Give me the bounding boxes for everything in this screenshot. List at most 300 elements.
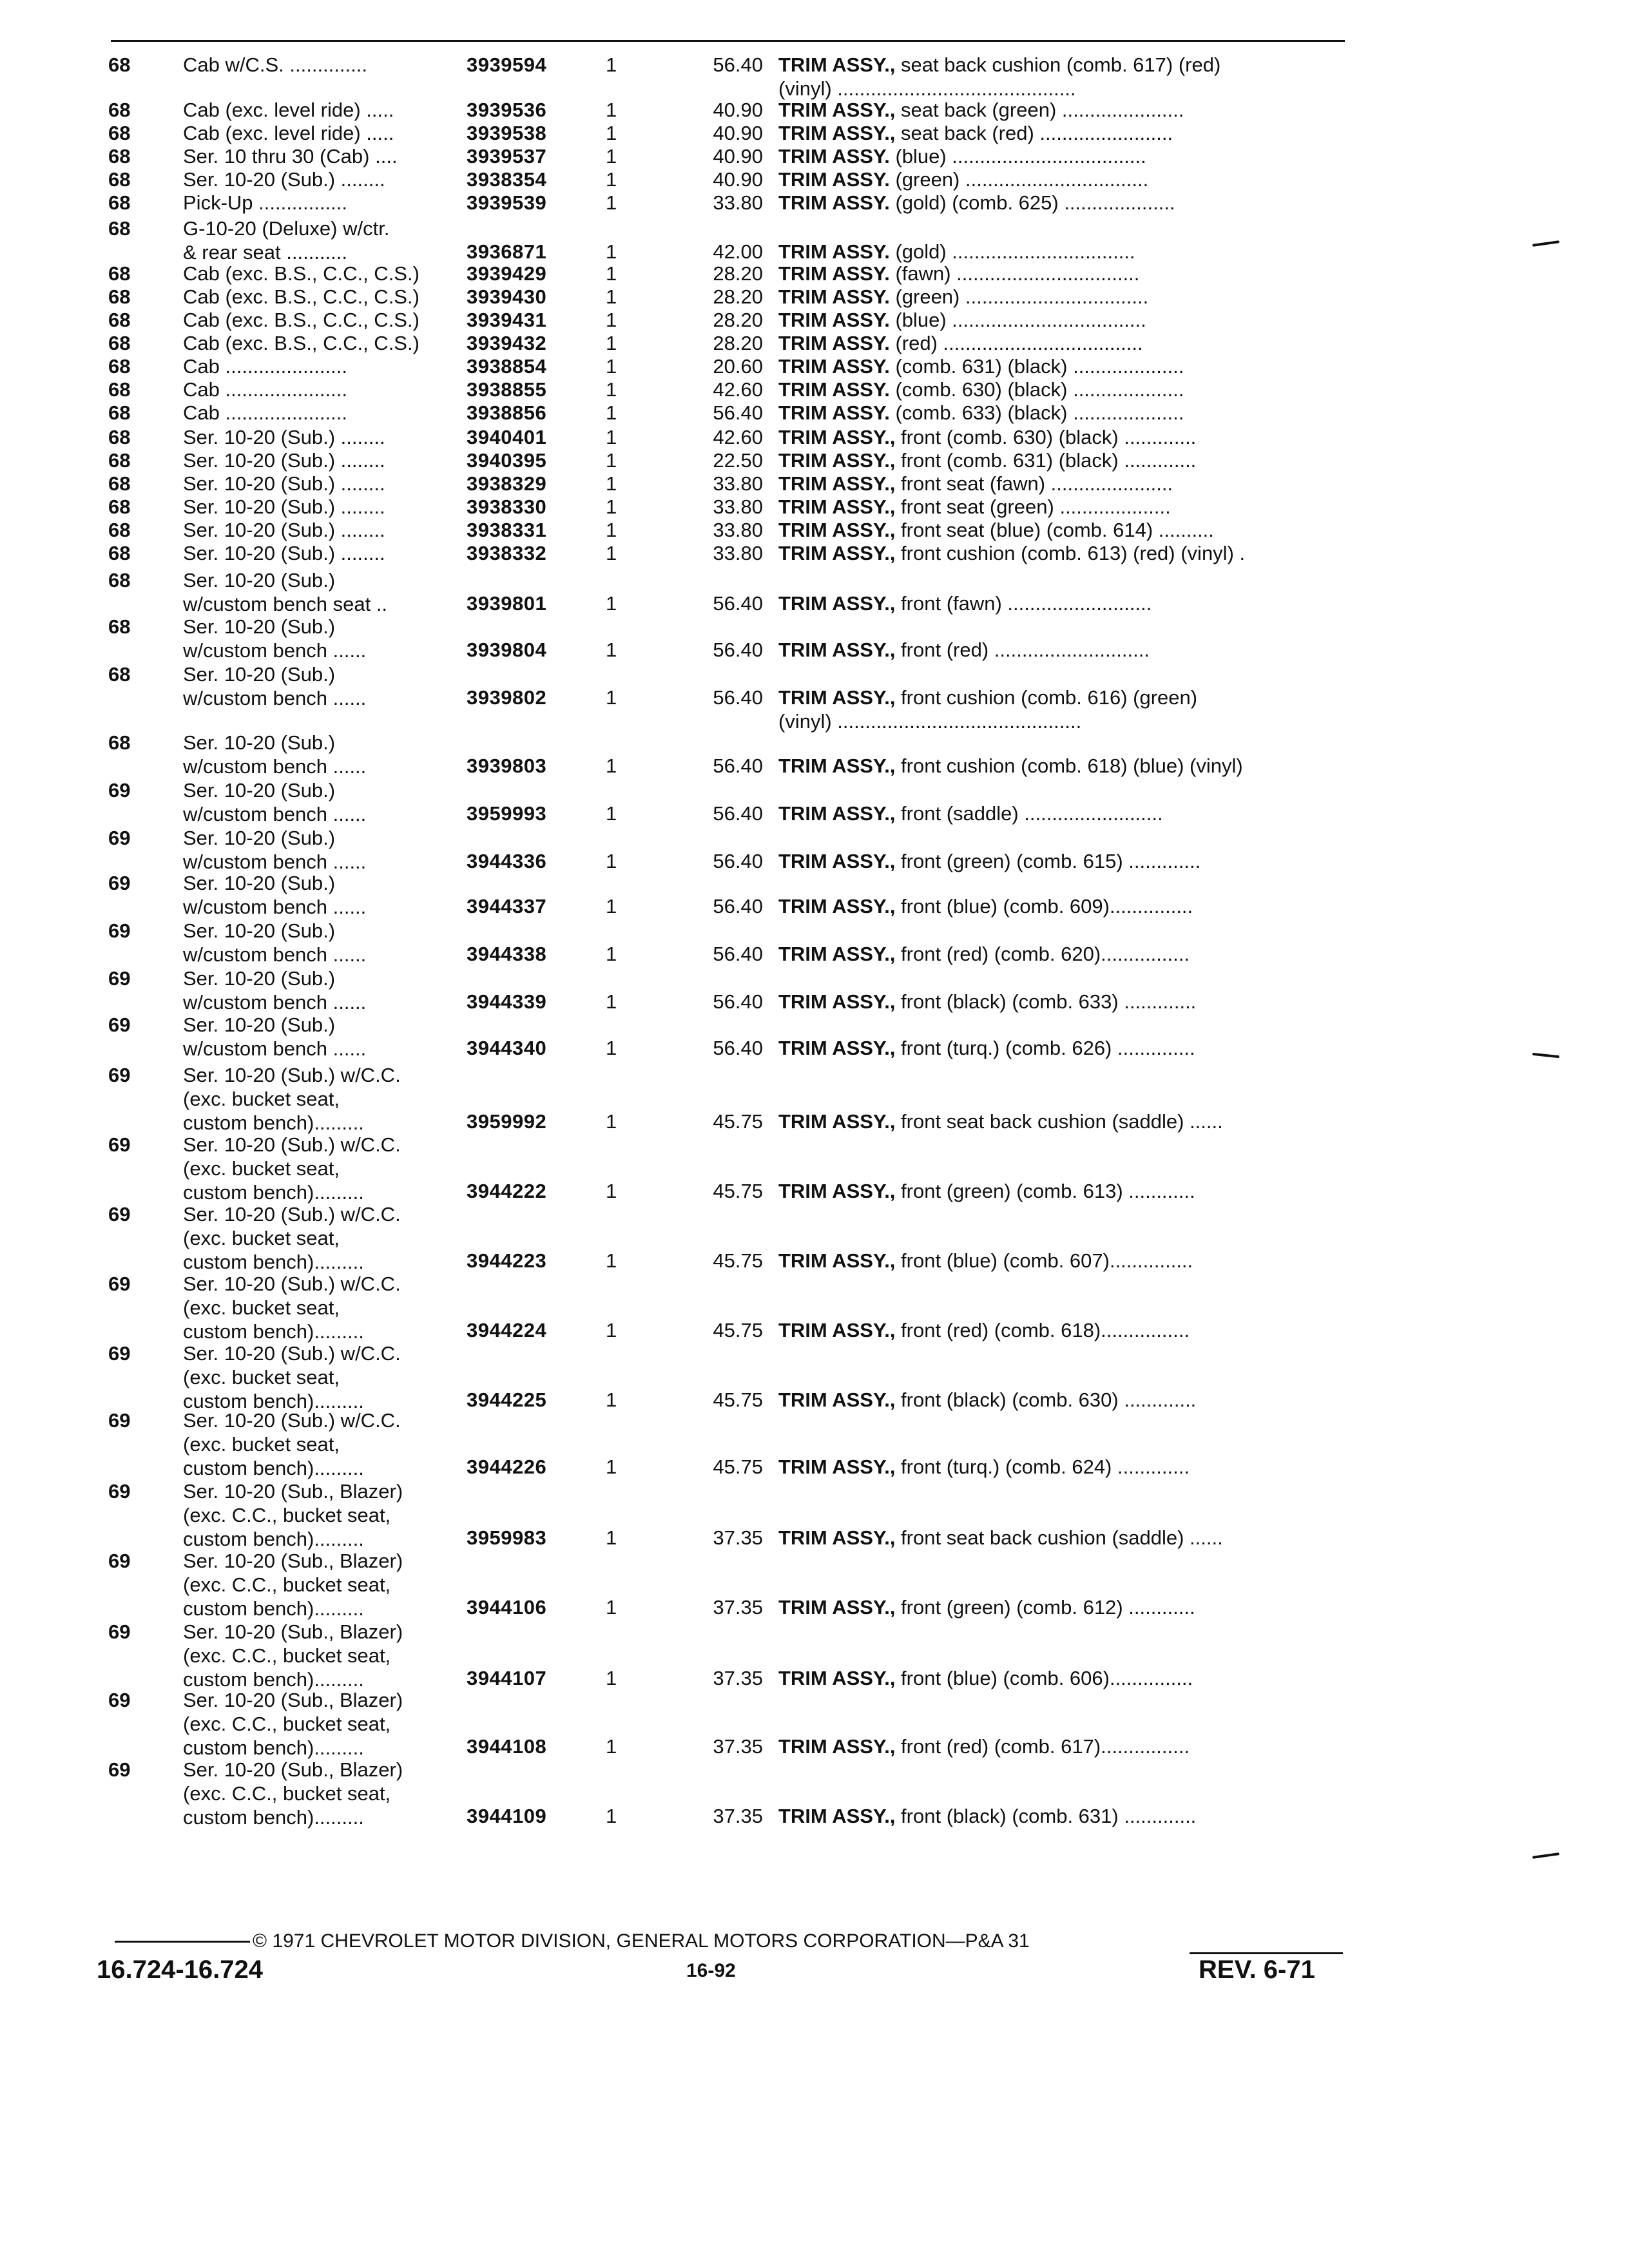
item-detail: seat back cushion (comb. 617) (red): [895, 53, 1221, 76]
description-line: [778, 262, 1345, 285]
application-line: Ser. 10-20 (Sub.): [183, 779, 336, 802]
application-line: Ser. 10 thru 30 (Cab) ....: [183, 145, 398, 168]
item-name: TRIM ASSY.,: [778, 1667, 896, 1689]
footer-rule-right: [1190, 1952, 1343, 1954]
item-name: TRIM ASSY.: [778, 240, 890, 263]
description-line: [778, 1179, 1345, 1203]
application-line: Ser. 10-20 (Sub., Blazer): [183, 1550, 403, 1572]
item-name: TRIM ASSY.,: [778, 1389, 896, 1411]
price: 56.40: [713, 754, 763, 777]
model-year: 68: [108, 495, 131, 518]
description-line: [778, 1036, 1345, 1060]
description-line: [778, 754, 1345, 778]
price: 28.20: [713, 285, 763, 308]
application: [183, 1758, 460, 1854]
application-line: Cab (exc. level ride) .....: [183, 122, 394, 144]
part-number: 3939538: [467, 122, 547, 144]
application-line: Ser. 10-20 (Sub.): [183, 615, 336, 638]
part-number: 3938856: [467, 401, 547, 424]
model-year: 68: [108, 53, 131, 76]
quantity: 1: [606, 592, 617, 615]
item-name: TRIM ASSY.: [778, 168, 890, 191]
model-year: 68: [108, 145, 131, 168]
application-line: Ser. 10-20 (Sub.): [183, 872, 336, 894]
model-year: 69: [108, 1064, 131, 1086]
application-line: Ser. 10-20 (Sub.): [183, 663, 336, 686]
application-line: Ser. 10-20 (Sub.) ........: [183, 472, 385, 495]
item-detail: (fawn) .................................: [889, 262, 1140, 285]
application-line: Ser. 10-20 (Sub., Blazer): [183, 1689, 403, 1711]
description: [778, 1804, 1345, 1901]
part-number: 3940401: [467, 426, 547, 448]
model-year: 69: [108, 1409, 131, 1432]
application-line: Ser. 10-20 (Sub.) ........: [183, 519, 385, 541]
quantity: 1: [606, 1596, 617, 1619]
model-year: 68: [108, 401, 131, 424]
application-line: (exc. bucket seat,: [183, 1366, 340, 1389]
item-detail: front (green) (comb. 615) .............: [895, 850, 1201, 872]
price: 33.80: [713, 519, 763, 541]
quantity: 1: [606, 495, 617, 518]
item-detail: front seat (fawn) ......................: [895, 472, 1173, 495]
item-name: TRIM ASSY.,: [778, 1037, 896, 1059]
application-line: (exc. bucket seat,: [183, 1157, 340, 1180]
quantity: 1: [606, 686, 617, 709]
quantity: 1: [606, 850, 617, 872]
application-line: (exc. C.C., bucket seat,: [183, 1713, 391, 1735]
part-number: 3936871: [467, 240, 547, 263]
item-name: TRIM ASSY.,: [778, 1249, 896, 1272]
item-name: TRIM ASSY.,: [778, 542, 896, 564]
part-number: 3939430: [467, 285, 547, 308]
part-number: 3939429: [467, 262, 547, 285]
description-line: [778, 448, 1345, 472]
quantity: 1: [606, 1249, 617, 1272]
item-name: TRIM ASSY.: [778, 191, 890, 214]
item-detail: (green) .................................: [889, 285, 1149, 308]
price: 28.20: [713, 309, 763, 331]
model-year: 68: [108, 191, 131, 214]
quantity: 1: [606, 1110, 617, 1133]
item-name: TRIM ASSY.,: [778, 1735, 896, 1758]
application-line: Pick-Up ................: [183, 191, 347, 214]
application-line: Cab (exc. B.S., C.C., C.S.): [183, 332, 419, 354]
quantity: 1: [606, 285, 617, 308]
revision-label: REV. 6-71: [1199, 1956, 1315, 1984]
application-line: w/custom bench ......: [183, 639, 367, 662]
description-line: [778, 472, 1345, 495]
model-year: 69: [108, 1689, 131, 1711]
price: 33.80: [713, 472, 763, 495]
price: 56.40: [713, 53, 763, 76]
application-line: Ser. 10-20 (Sub.) w/C.C.: [183, 1064, 401, 1086]
application-line: Cab ......................: [183, 378, 347, 401]
application-line: custom bench).........: [183, 1597, 364, 1620]
description-line: [778, 1526, 1345, 1550]
description-line: [778, 849, 1345, 873]
item-name: TRIM ASSY.,: [778, 990, 896, 1013]
description-line: [778, 168, 1345, 191]
item-name: TRIM ASSY.,: [778, 519, 896, 541]
quantity: 1: [606, 1037, 617, 1059]
part-number: 3938854: [467, 355, 547, 378]
application-line: custom bench).........: [183, 1111, 364, 1134]
application-line: (exc. bucket seat,: [183, 1227, 340, 1249]
item-name: TRIM ASSY.,: [778, 686, 896, 709]
application-line: custom bench).........: [183, 1457, 364, 1479]
model-year: 69: [108, 919, 131, 942]
application-line: w/custom bench ......: [183, 1037, 367, 1060]
description-line: [778, 401, 1345, 425]
model-year: 68: [108, 663, 131, 686]
price: 22.50: [713, 449, 763, 472]
description-line: [778, 121, 1345, 145]
price: 45.75: [713, 1456, 763, 1478]
quantity: 1: [606, 519, 617, 541]
model-year: 68: [108, 615, 131, 638]
model-year: 69: [108, 1480, 131, 1503]
description-line: [778, 285, 1345, 309]
quantity: 1: [606, 262, 617, 285]
part-number: 3959992: [467, 1110, 547, 1133]
description-line: (vinyl) ...........................................: [778, 77, 1076, 100]
part-number: 3939804: [467, 639, 547, 661]
part-number: 3938329: [467, 472, 547, 495]
application-line: w/custom bench ......: [183, 687, 367, 709]
application-line: custom bench).........: [183, 1736, 364, 1759]
item-detail: front (blue) (comb. 609)...............: [895, 895, 1193, 918]
item-detail: (blue) ...................................: [889, 145, 1146, 168]
section-code: 16.724-16.724: [97, 1956, 264, 1984]
application-line: Cab (exc. B.S., C.C., C.S.): [183, 285, 419, 308]
quantity: 1: [606, 754, 617, 777]
item-name: TRIM ASSY.,: [778, 99, 896, 121]
item-detail: (gold) .................................: [889, 240, 1135, 263]
description-line: [778, 308, 1345, 332]
model-year: 69: [108, 1758, 131, 1781]
item-detail: front (black) (comb. 631) .............: [895, 1805, 1197, 1827]
quantity: 1: [606, 1805, 617, 1827]
model-year: 68: [108, 168, 131, 191]
description-line: [778, 541, 1345, 565]
item-detail: front (saddle) .........................: [895, 802, 1163, 825]
model-year: 68: [108, 731, 131, 754]
item-detail: front (green) (comb. 613) ............: [895, 1180, 1195, 1202]
item-detail: (comb. 631) (black) ....................: [889, 355, 1184, 378]
description-line: [778, 1735, 1345, 1758]
part-number: 3939539: [467, 191, 547, 214]
quantity: 1: [606, 122, 617, 144]
price: 37.35: [713, 1526, 763, 1549]
application-line: Ser. 10-20 (Sub.) ........: [183, 449, 385, 472]
quantity: 1: [606, 99, 617, 121]
price: 28.20: [713, 262, 763, 285]
item-name: TRIM ASSY.,: [778, 754, 896, 777]
application-line: custom bench).........: [183, 1320, 364, 1343]
part-number: 3944339: [467, 990, 547, 1013]
price: 40.90: [713, 99, 763, 121]
price: 56.40: [713, 686, 763, 709]
description-line: [778, 495, 1345, 519]
item-name: TRIM ASSY.: [778, 332, 890, 354]
price: 45.75: [713, 1110, 763, 1133]
application-line: (exc. C.C., bucket seat,: [183, 1782, 391, 1805]
part-number: 3940395: [467, 449, 547, 472]
item-name: TRIM ASSY.,: [778, 495, 896, 518]
price: 56.40: [713, 850, 763, 872]
price: 40.90: [713, 145, 763, 168]
price: 56.40: [713, 943, 763, 965]
description-line: [778, 686, 1345, 709]
application-line: Cab (exc. B.S., C.C., C.S.): [183, 262, 419, 285]
application-line: Ser. 10-20 (Sub., Blazer): [183, 1620, 403, 1643]
item-detail: front (comb. 630) (black) .............: [895, 426, 1197, 448]
description-line: [778, 1804, 1345, 1828]
item-detail: front (comb. 631) (black) .............: [895, 449, 1197, 472]
price: 56.40: [713, 802, 763, 825]
application-line: G-10-20 (Deluxe) w/ctr.: [183, 217, 390, 240]
description-line: [778, 354, 1345, 378]
application-line: Ser. 10-20 (Sub.) ........: [183, 426, 385, 448]
quantity: 1: [606, 309, 617, 331]
application-line: Cab ......................: [183, 355, 347, 378]
part-number: 3944340: [467, 1037, 547, 1059]
model-year: 69: [108, 1273, 131, 1295]
application-line: Cab ......................: [183, 401, 347, 424]
item-detail: front (blue) (comb. 607)...............: [895, 1249, 1193, 1272]
description-line: [778, 518, 1345, 542]
application-line: custom bench).........: [183, 1528, 364, 1550]
application-line: Cab w/C.S. ..............: [183, 53, 367, 76]
price: 20.60: [713, 355, 763, 378]
part-number: 3944222: [467, 1180, 547, 1202]
description-line: [778, 1388, 1345, 1412]
application-line: & rear seat ...........: [183, 241, 347, 264]
price: 45.75: [713, 1319, 763, 1341]
application-line: w/custom bench seat ..: [183, 593, 388, 615]
item-name: TRIM ASSY.,: [778, 1526, 896, 1549]
item-detail: (green) .................................: [889, 168, 1149, 191]
model-year: 69: [108, 872, 131, 894]
description-line: [778, 98, 1345, 122]
model-year: 68: [108, 355, 131, 378]
model-year: 68: [108, 542, 131, 564]
page-number: 16-92: [686, 1960, 736, 1981]
application-line: (exc. bucket seat,: [183, 1296, 340, 1319]
item-name: TRIM ASSY.,: [778, 53, 896, 76]
application-line: Ser. 10-20 (Sub.) ........: [183, 542, 385, 564]
application-line: custom bench).........: [183, 1806, 364, 1829]
item-name: TRIM ASSY.: [778, 378, 890, 401]
item-name: TRIM ASSY.,: [778, 1180, 896, 1202]
price: 40.90: [713, 168, 763, 191]
model-year: 68: [108, 449, 131, 472]
description-line: [778, 331, 1345, 355]
part-number: 3939594: [467, 53, 547, 76]
part-number: 3944108: [467, 1735, 547, 1758]
item-detail: (comb. 630) (black) ....................: [889, 378, 1184, 401]
item-name: TRIM ASSY.,: [778, 802, 896, 825]
item-name: TRIM ASSY.,: [778, 1805, 896, 1827]
quantity: 1: [606, 472, 617, 495]
item-name: TRIM ASSY.: [778, 309, 890, 331]
item-detail: front (fawn) ..........................: [895, 592, 1152, 615]
model-year: 68: [108, 262, 131, 285]
item-detail: seat back (green) ......................: [895, 99, 1184, 121]
quantity: 1: [606, 1319, 617, 1341]
quantity: 1: [606, 168, 617, 191]
quantity: 1: [606, 943, 617, 965]
price: 37.35: [713, 1735, 763, 1758]
application-line: Ser. 10-20 (Sub., Blazer): [183, 1480, 403, 1503]
quantity: 1: [606, 332, 617, 354]
item-detail: front (turq.) (comb. 624) .............: [895, 1456, 1190, 1478]
price: 33.80: [713, 191, 763, 214]
price: 45.75: [713, 1389, 763, 1411]
quantity: 1: [606, 990, 617, 1013]
item-detail: front cushion (comb. 616) (green): [895, 686, 1198, 709]
model-year: 68: [108, 217, 131, 240]
application-line: Cab (exc. B.S., C.C., C.S.): [183, 309, 419, 331]
model-year: 69: [108, 1133, 131, 1156]
part-number: 3944336: [467, 850, 547, 872]
application-line: w/custom bench ......: [183, 991, 367, 1014]
price: 45.75: [713, 1180, 763, 1202]
item-detail: front seat back cushion (saddle) ......: [895, 1526, 1223, 1549]
price: 42.60: [713, 378, 763, 401]
item-name: TRIM ASSY.,: [778, 639, 896, 661]
model-year: 68: [108, 519, 131, 541]
item-name: TRIM ASSY.,: [778, 1110, 896, 1133]
item-name: TRIM ASSY.,: [778, 1456, 896, 1478]
item-detail: front cushion (comb. 613) (red) (vinyl) .: [895, 542, 1246, 564]
part-number: 3959983: [467, 1526, 547, 1549]
quantity: 1: [606, 53, 617, 76]
model-year: 68: [108, 472, 131, 495]
description-line: [778, 894, 1345, 918]
quantity: 1: [606, 191, 617, 214]
quantity: 1: [606, 240, 617, 263]
price: 45.75: [713, 1249, 763, 1272]
item-detail: front seat (blue) (comb. 614) ..........: [895, 519, 1214, 541]
part-number: 3944223: [467, 1249, 547, 1272]
application-line: Ser. 10-20 (Sub.) w/C.C.: [183, 1409, 401, 1432]
application-line: Ser. 10-20 (Sub.) w/C.C.: [183, 1273, 401, 1295]
item-detail: front (red) (comb. 617)................: [895, 1735, 1190, 1758]
model-year: 68: [108, 309, 131, 331]
application-line: Ser. 10-20 (Sub.): [183, 731, 336, 754]
price: 37.35: [713, 1667, 763, 1689]
price: 37.35: [713, 1596, 763, 1619]
part-number: 3939536: [467, 99, 547, 121]
item-name: TRIM ASSY.: [778, 262, 890, 285]
copyright-text: © 1971 CHEVROLET MOTOR DIVISION, GENERAL MOTORS CORPORATION—P&A 31: [253, 1930, 1030, 1952]
model-year: 69: [108, 967, 131, 990]
description-line: [778, 1666, 1345, 1690]
item-name: TRIM ASSY.,: [778, 943, 896, 965]
quantity: 1: [606, 401, 617, 424]
quantity: 1: [606, 895, 617, 918]
description-line: [778, 53, 1345, 77]
item-detail: front (black) (comb. 630) .............: [895, 1389, 1197, 1411]
application-line: Ser. 10-20 (Sub.): [183, 569, 336, 591]
application-line: Ser. 10-20 (Sub.) w/C.C.: [183, 1342, 401, 1365]
quantity: 1: [606, 1526, 617, 1549]
description-line: [778, 1249, 1345, 1273]
description-line: [778, 1595, 1345, 1619]
application-line: Ser. 10-20 (Sub.) w/C.C.: [183, 1133, 401, 1156]
description-line: [778, 240, 1345, 264]
quantity: 1: [606, 355, 617, 378]
model-year: 69: [108, 1620, 131, 1643]
model-year: 68: [108, 99, 131, 121]
model-year: 68: [108, 122, 131, 144]
part-number: 3939801: [467, 592, 547, 615]
model-year: 69: [108, 1203, 131, 1225]
application-line: (exc. C.C., bucket seat,: [183, 1504, 391, 1526]
application-line: Ser. 10-20 (Sub.) ........: [183, 168, 385, 191]
item-detail: front (blue) (comb. 606)...............: [895, 1667, 1193, 1689]
item-detail: front (red) (comb. 618)................: [895, 1319, 1190, 1341]
model-year: 68: [108, 285, 131, 308]
description-line: (vinyl) ............................................: [778, 710, 1082, 733]
application-line: Ser. 10-20 (Sub.) ........: [183, 495, 385, 518]
quantity: 1: [606, 145, 617, 168]
part-number: 3938354: [467, 168, 547, 191]
application-line: w/custom bench ......: [183, 803, 367, 825]
model-year: 69: [108, 1550, 131, 1572]
part-number: 3939431: [467, 309, 547, 331]
application-line: custom bench).........: [183, 1390, 364, 1412]
application-line: (exc. bucket seat,: [183, 1088, 340, 1110]
description-line: [778, 942, 1345, 966]
part-number: 3939802: [467, 686, 547, 709]
price: 28.20: [713, 332, 763, 354]
application-line: w/custom bench ......: [183, 850, 367, 873]
item-detail: front cushion (comb. 618) (blue) (vinyl): [895, 754, 1243, 777]
quantity: 1: [606, 426, 617, 448]
price: 33.80: [713, 495, 763, 518]
description-line: [778, 591, 1345, 615]
description-line: [778, 425, 1345, 449]
item-name: TRIM ASSY.: [778, 285, 890, 308]
item-name: TRIM ASSY.,: [778, 592, 896, 615]
model-year: 69: [108, 1342, 131, 1365]
model-year: 69: [108, 779, 131, 802]
price: 42.60: [713, 426, 763, 448]
description-line: [778, 1455, 1345, 1479]
footer-rule-left: [115, 1941, 250, 1943]
item-detail: front (turq.) (comb. 626) ..............: [895, 1037, 1195, 1059]
item-name: TRIM ASSY.,: [778, 1596, 896, 1619]
item-name: TRIM ASSY.,: [778, 1319, 896, 1341]
part-number: 3944224: [467, 1319, 547, 1341]
application-line: w/custom bench ......: [183, 755, 367, 778]
part-number: 3944337: [467, 895, 547, 918]
description-line: [778, 1110, 1345, 1133]
part-number: 3939803: [467, 754, 547, 777]
model-year: 69: [108, 1014, 131, 1036]
description-line: [778, 802, 1345, 825]
item-name: TRIM ASSY.,: [778, 122, 896, 144]
part-number: 3944106: [467, 1596, 547, 1619]
application-line: Ser. 10-20 (Sub.) w/C.C.: [183, 1203, 401, 1225]
item-detail: (red) ....................................: [889, 332, 1143, 354]
model-year: 68: [108, 426, 131, 448]
item-detail: (comb. 633) (black) ....................: [889, 401, 1184, 424]
quantity: 1: [606, 1735, 617, 1758]
application-line: (exc. bucket seat,: [183, 1433, 340, 1456]
